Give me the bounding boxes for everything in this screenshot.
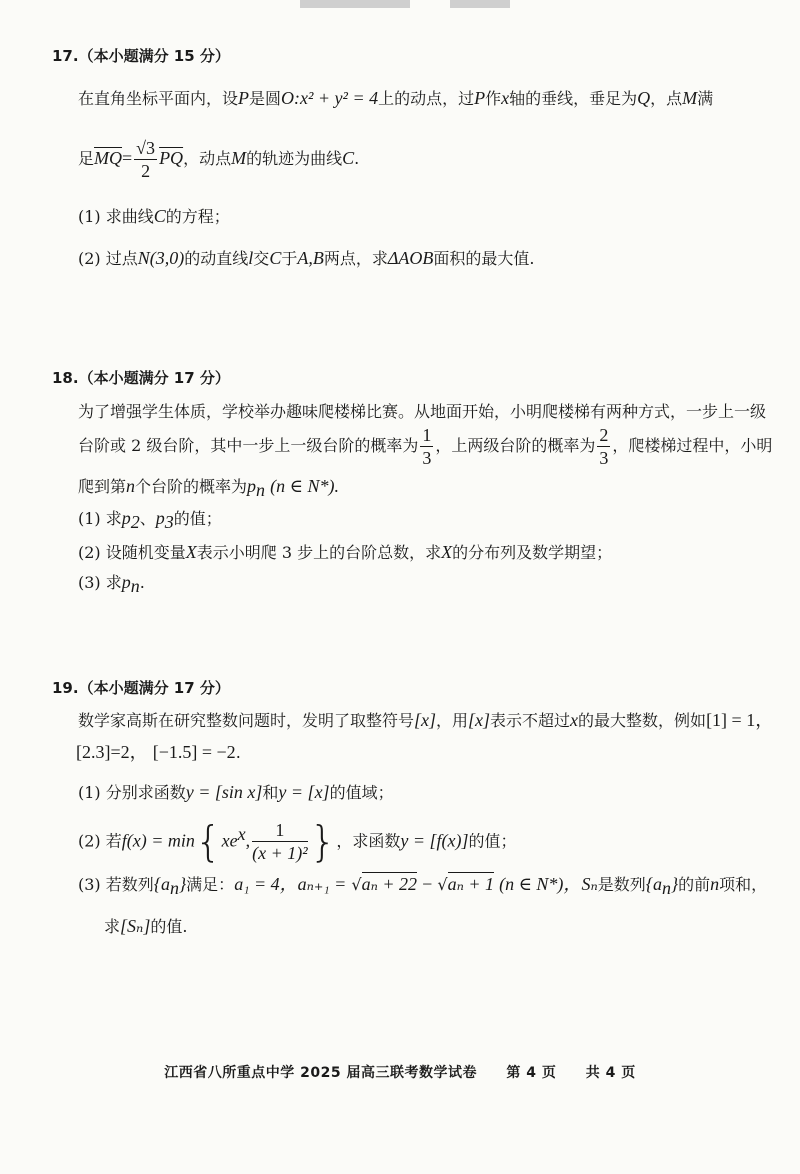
subquestion-2: (2) 设随机变量X表示小明爬 3 步上的台阶总数，求X的分布列及数学期望； xyxy=(78,542,613,562)
subquestion-2: (2) 若$f(x) = \min\{xe^x$, $\frac{1}{\text{(x + 1)²}}$ }，求函数y = [f(x)]的值； xyxy=(78,816,517,866)
subquestion-3-continued: 求[Sₙ]的值. xyxy=(104,916,188,936)
subquestion-1: (1) 分别求函数y = [sin x]和y = [x]的值域； xyxy=(78,782,394,802)
question-header: 17.（本小题满分 15 分） xyxy=(52,47,230,65)
footer-title: 江西省八所重点中学 2025 届高三联考数学试卷 xyxy=(164,1065,477,1081)
question-text: 爬到第n个台阶的概率为$p_n$ (n ∈ N*). xyxy=(78,476,339,501)
question-header: 19.（本小题满分 17 分） xyxy=(52,679,230,697)
page-footer xyxy=(0,1062,800,1082)
subquestion-1: (1) 求曲线C的方程； xyxy=(78,206,230,226)
question-text: 在直角坐标平面内，设P是圆O:x² + y² = 4上的动点，过P作x轴的垂线，垂足为Q，点M满 xyxy=(78,88,714,108)
subquestion-1: (1) 求$p_2$、$p_3$的值； xyxy=(78,508,222,533)
top-scan-mark xyxy=(300,0,410,8)
question-text: 台阶或 2 级台阶，其中一步上一级台阶的概率为 $\frac{1}{3}$ ，上两级台阶的概率为 $\frac{2}{3}$ ，爬楼梯过程中，小明 xyxy=(78,425,773,468)
subquestion-3: (3) 求$p_n$. xyxy=(78,572,145,597)
footer-total-pages: 共 4 页 xyxy=(585,1065,636,1081)
top-scan-mark xyxy=(450,0,510,8)
question-text: 数学家高斯在研究整数问题时，发明了取整符号[x]，用[x]表示不超过x的最大整数，例如[1] = 1， xyxy=(78,710,774,730)
question-text: 足$\overline{MQ}=$ $\frac{√3}{2}$ $\overline{PQ}$，动点M的轨迹为曲线C. xyxy=(78,138,360,181)
subquestion-2: (2) 过点N(3,0)的动直线l交C于A,B两点，求ΔAOB面积的最大值. xyxy=(78,248,535,268)
question-text: 为了增强学生体质，学校举办趣味爬楼梯比赛。从地面开始，小明爬楼梯有两种方式，一步上一级 xyxy=(78,402,767,421)
subquestion-3: (3) 若数列$\{a_n\}$满足：a₁ = 4，aₙ₊₁ = √aₙ + 22 − √aₙ + 1 (n ∈ N*)，Sₙ是数列$\{a_n\}$的前n项和， xyxy=(78,874,768,899)
footer-page-number: 第 4 页 xyxy=(506,1065,557,1081)
question-text: [2.3]=2， [−1.5] = −2. xyxy=(76,742,241,762)
question-header: 18.（本小题满分 17 分） xyxy=(52,369,230,387)
